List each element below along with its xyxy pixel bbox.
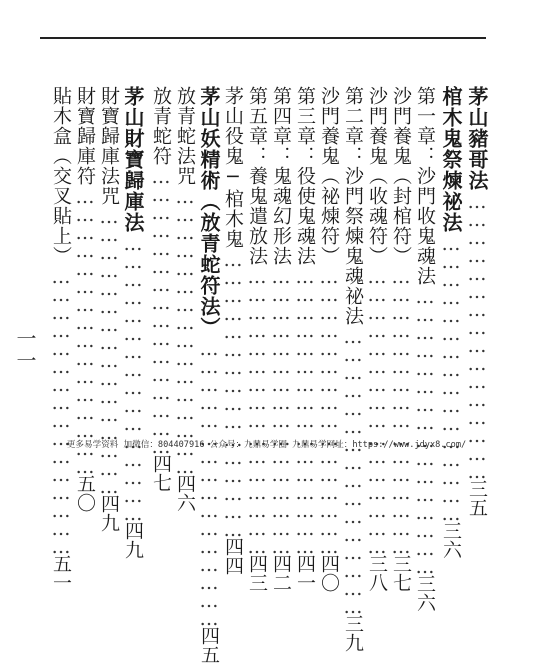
toc-entry [197,86,221,664]
toc-entry-title: 茅山財寶歸庫法 [121,86,145,233]
toc-leader-dots: ………………………………………… [222,249,244,537]
toc-entry-page: 五一 [50,554,72,592]
toc-entry-page: 四九 [122,521,144,559]
toc-entry [414,86,436,612]
toc-leader-dots: ………………………………………… [74,186,96,474]
toc-entry-title: 沙門養鬼（封棺符） [390,86,412,266]
toc-entry-page: 三五 [466,479,488,517]
toc-leader-dots: ………………………………………… [414,286,436,574]
toc-entry [222,86,244,575]
toc-entry-title: 貼木盒（交叉貼上） [50,86,72,266]
toc-leader-dots: ………………………………………… [466,191,488,479]
toc-leader-dots: ………………………………………… [98,206,120,494]
toc-entry [270,86,292,592]
toc-entry [121,86,145,559]
toc-entry-page: 四九 [98,494,120,532]
toc-entry-title: 放青蛇符 [150,86,172,166]
toc-leader-dots: ………………………………………… [270,266,292,554]
toc-entry [465,86,489,517]
toc-entry [50,86,72,592]
toc-entry-page: 三七 [390,554,412,592]
toc-entry [98,86,120,532]
toc-leader-dots: ………………………………………… [318,266,340,554]
toc-entry [174,86,196,512]
toc-entry-title: 茅山役鬼─棺木鬼 [222,86,244,249]
toc-leader-dots: ………………………………………… [366,266,388,554]
toc-leader-dots: ………………………………………… [390,266,412,554]
toc-entry [150,86,172,492]
toc-leader-dots: ………………………………………… [342,326,364,614]
toc-leader-dots: ………………………………………… [440,233,462,521]
toc-entry-title: 第五章：養鬼遣放法 [246,86,268,266]
toc-entry-title: 茅山妖精術（放青蛇符法） [197,86,221,338]
toc-entry [342,86,364,652]
toc-leader-dots: ………………………………………… [246,266,268,554]
footer-watermark-text: 更多易学资料 加微信：804407916 公众号：九鼎易学圈 九鼎易学网址：https://www.jdyx8.com/ [66,440,467,450]
page-number: 一一 [13,328,37,372]
toc-entry-page: 四五 [198,626,220,664]
toc-entry-page: 三六 [414,574,436,612]
toc-entry-title: 第一章：沙門收鬼魂法 [414,86,436,286]
toc-entry [74,86,96,512]
toc-entry-page: 五〇 [74,474,96,512]
toc-entry-title: 茅山豬哥法 [465,86,489,191]
toc-entry-page: 三八 [366,554,388,592]
toc-leader-dots: ………………………………………… [198,338,220,626]
toc-leader-dots: ………………………………………… [294,266,316,554]
toc-leader-dots: ………………………………………… [122,233,144,521]
toc-entry [294,86,316,592]
toc-leader-dots: ………………………………………… [174,186,196,474]
toc-entry-page: 四三 [246,554,268,592]
toc-entry-title: 財寶歸庫法咒 [98,86,120,206]
toc-entry [318,86,340,592]
toc-entry-title: 棺木鬼祭煉祕法 [439,86,463,233]
toc-entry-title: 第四章：鬼魂幻形法 [270,86,292,266]
toc-entry-page: 四〇 [318,554,340,592]
toc-entry-page: 四六 [174,474,196,512]
toc-entry-title: 沙門養鬼（收魂符） [366,86,388,266]
toc-entry [246,86,268,592]
toc-entry [390,86,412,592]
toc-entry [439,86,463,559]
toc-entry-page: 四四 [222,537,244,575]
toc-entry-page: 四七 [150,454,172,492]
toc-entry-title: 放青蛇法咒 [174,86,196,186]
top-rule [40,37,486,39]
toc-entry-title: 沙門養鬼（祕煉符） [318,86,340,266]
toc-entry-page: 四一 [294,554,316,592]
toc-entry-page: 三六 [440,521,462,559]
toc-entry-title: 財寶歸庫符 [74,86,96,186]
toc-leader-dots: ………………………………………… [50,266,72,554]
toc-entry-page: 四二 [270,554,292,592]
toc-entry-title: 第二章：沙門祭煉鬼魂祕法 [342,86,364,326]
toc-entry-page: 三九 [342,614,364,652]
toc-leader-dots: ………………………………………… [150,166,172,454]
toc-entry-title: 第三章：役使鬼魂法 [294,86,316,266]
toc-entry [366,86,388,592]
